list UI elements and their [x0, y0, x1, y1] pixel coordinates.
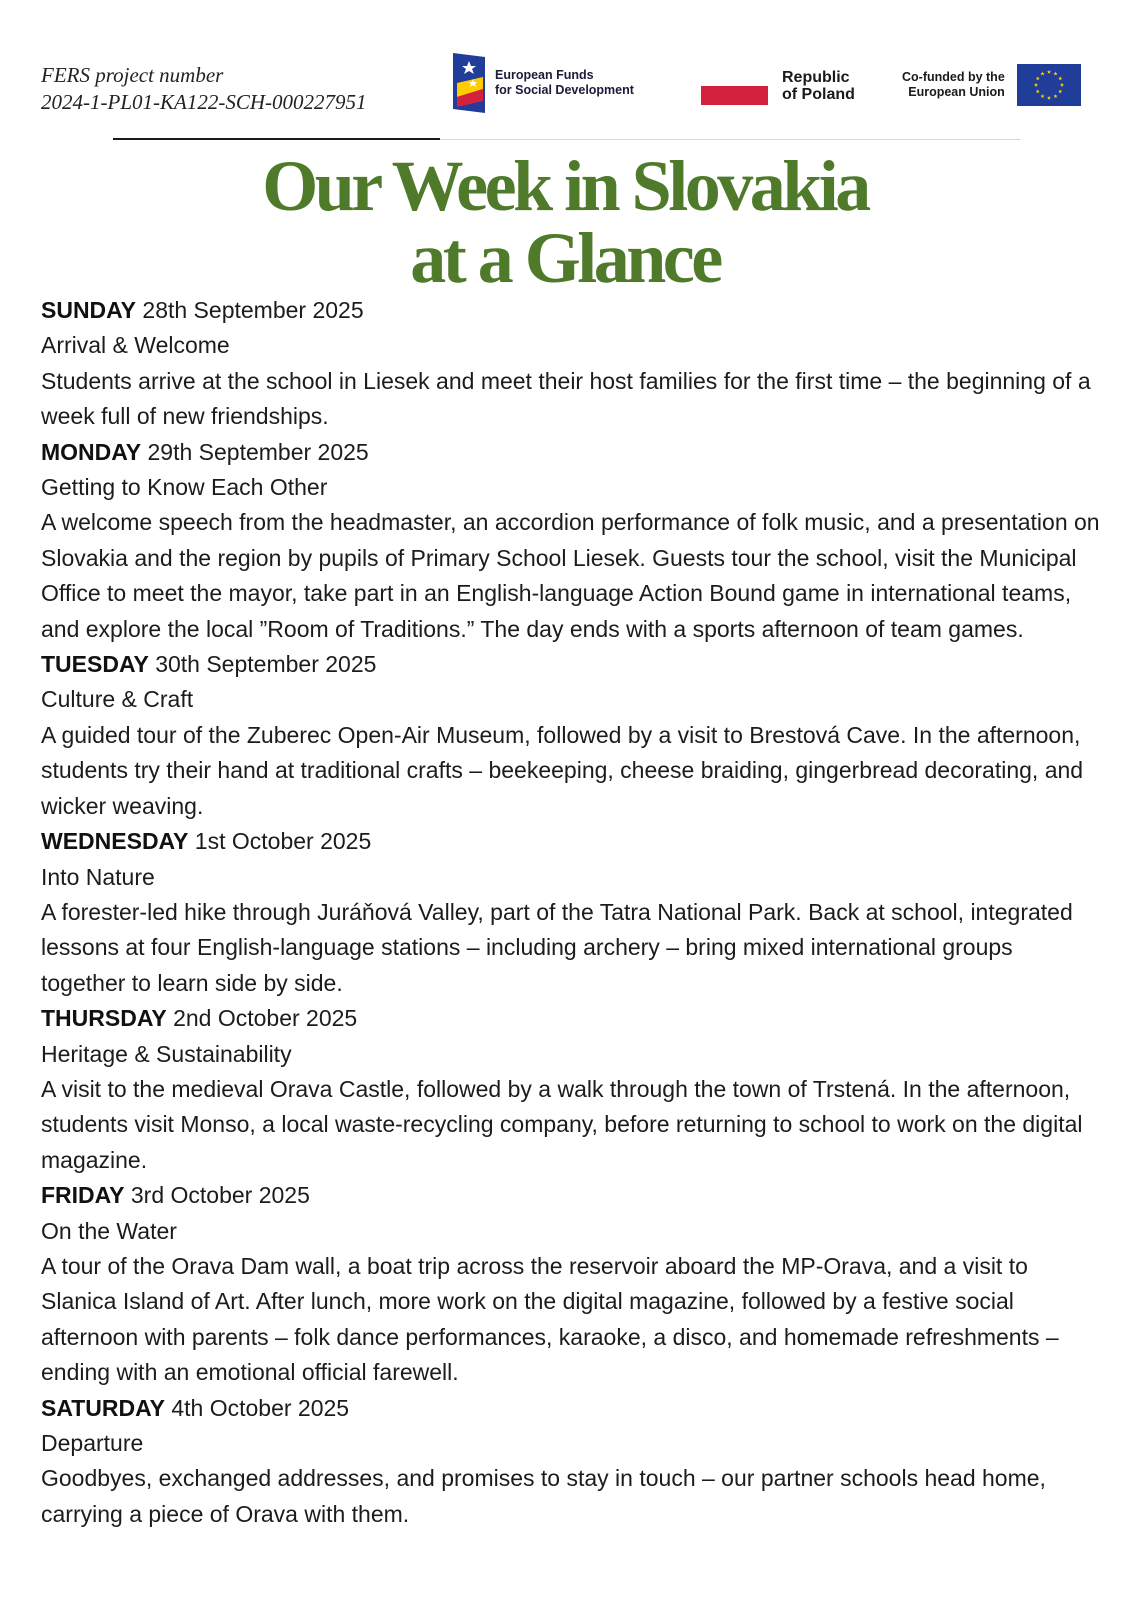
day-entry-friday: [41, 1178, 1101, 1390]
project-info: [41, 62, 366, 116]
day-date: 4th October 2025: [171, 1394, 350, 1421]
day-name: MONDAY: [41, 438, 142, 465]
day-description: A welcome speech from the headmaster, an accordion performance of folk music, and a presentation on Slovakia and the region by pupils of Primary School Liesek. Guests tour the school, visit the Municipal Office to meet the mayor, take part in an English-language Action Bound game in international teams, and explore the local ”Room of Traditions.” The day ends with a sports afternoon of team games.: [41, 509, 1100, 642]
day-date: 3rd October 2025: [130, 1182, 310, 1209]
day-entry-monday: [41, 435, 1101, 647]
eu-flag-icon: [1017, 64, 1081, 106]
day-theme: Heritage & Sustainability: [41, 1040, 292, 1067]
day-theme: Arrival & Welcome: [41, 332, 230, 359]
poland-line2: of Poland: [782, 86, 855, 103]
page-title: [0, 146, 1130, 298]
day-theme: Into Nature: [41, 863, 155, 890]
day-description: A guided tour of the Zuberec Open-Air Museum, followed by a visit to Brestová Cave. In the afternoon, students try their hand at traditional crafts – beekeeping, cheese braiding, gingerbread decorating, and wicker weaving.: [41, 721, 1084, 819]
day-entry-sunday: [41, 293, 1101, 435]
day-date: 29th September 2025: [147, 438, 369, 465]
republic-of-poland-logo: [701, 67, 855, 105]
day-name: FRIDAY: [41, 1182, 125, 1209]
day-theme: Culture & Craft: [41, 686, 194, 713]
day-entry-thursday: [41, 1001, 1101, 1178]
header-divider-dark: [113, 138, 440, 140]
day-heading: [41, 293, 1101, 328]
poland-line1: Republic: [782, 69, 850, 86]
day-heading: [41, 1001, 1101, 1036]
day-date: 30th September 2025: [155, 651, 377, 678]
day-theme: Getting to Know Each Other: [41, 474, 328, 501]
title-line-1: Our Week in Slovakia: [262, 146, 868, 226]
day-entry-tuesday: [41, 647, 1101, 824]
european-funds-line1: European Funds: [495, 68, 594, 82]
day-heading: [41, 1178, 1101, 1213]
day-name: TUESDAY: [41, 651, 149, 678]
day-heading: [41, 435, 1101, 470]
eu-line1: Co-funded by the: [902, 70, 1005, 84]
day-description: Goodbyes, exchanged addresses, and promises to stay in touch – our partner schools head home, carrying a piece of Orava with them.: [41, 1465, 1046, 1527]
day-name: WEDNESDAY: [41, 828, 189, 855]
european-funds-icon: [453, 53, 485, 113]
european-funds-line2: for Social Development: [495, 83, 634, 97]
day-description: A visit to the medieval Orava Castle, followed by a walk through the town of Trstená. In the afternoon, students visit Monso, a local waste-recycling company, before returning to school to work on the digital magazine.: [41, 1075, 1083, 1173]
eu-cofunded-logo: [902, 64, 1081, 106]
project-label: FERS project number: [41, 63, 224, 87]
day-heading: [41, 1391, 1101, 1426]
project-number: 2024-1-PL01-KA122-SCH-000227951: [41, 90, 367, 114]
day-date: 1st October 2025: [194, 828, 372, 855]
schedule: [41, 293, 1101, 1532]
header-divider-light: [440, 139, 1020, 140]
day-name: SUNDAY: [41, 297, 137, 323]
day-heading: [41, 824, 1101, 859]
poland-flag-icon: [701, 67, 768, 105]
day-theme: On the Water: [41, 1217, 177, 1244]
page-header: [0, 0, 1130, 140]
day-description: A tour of the Orava Dam wall, a boat trip across the reservoir aboard the MP-Orava, and a visit to Slanica Island of Art. After lunch, more work on the digital magazine, followed by a festive social afternoon with parents – folk dance performances, karaoke, a disco, and homemade refreshments – ending with an emotional official farewell.: [41, 1252, 1059, 1386]
day-description: A forester-led hike through Juráňová Valley, part of the Tatra National Park. Back at school, integrated lessons at four English-language stations – including archery – bring mixed international groups together to learn side by side.: [41, 898, 1073, 996]
day-date: 2nd October 2025: [173, 1005, 358, 1032]
day-heading: [41, 647, 1101, 682]
day-name: SATURDAY: [41, 1394, 165, 1421]
european-funds-logo: [453, 53, 634, 113]
day-theme: Departure: [41, 1430, 144, 1456]
title-line-2: at a Glance: [410, 218, 720, 298]
day-date: 28th September 2025: [142, 297, 364, 323]
day-name: THURSDAY: [41, 1005, 167, 1032]
day-entry-wednesday: [41, 824, 1101, 1001]
day-entry-saturday: [41, 1391, 1101, 1533]
day-description: Students arrive at the school in Liesek and meet their host families for the first time – the beginning of a week full of new friendships.: [41, 367, 1091, 430]
eu-line2: European Union: [908, 85, 1005, 99]
